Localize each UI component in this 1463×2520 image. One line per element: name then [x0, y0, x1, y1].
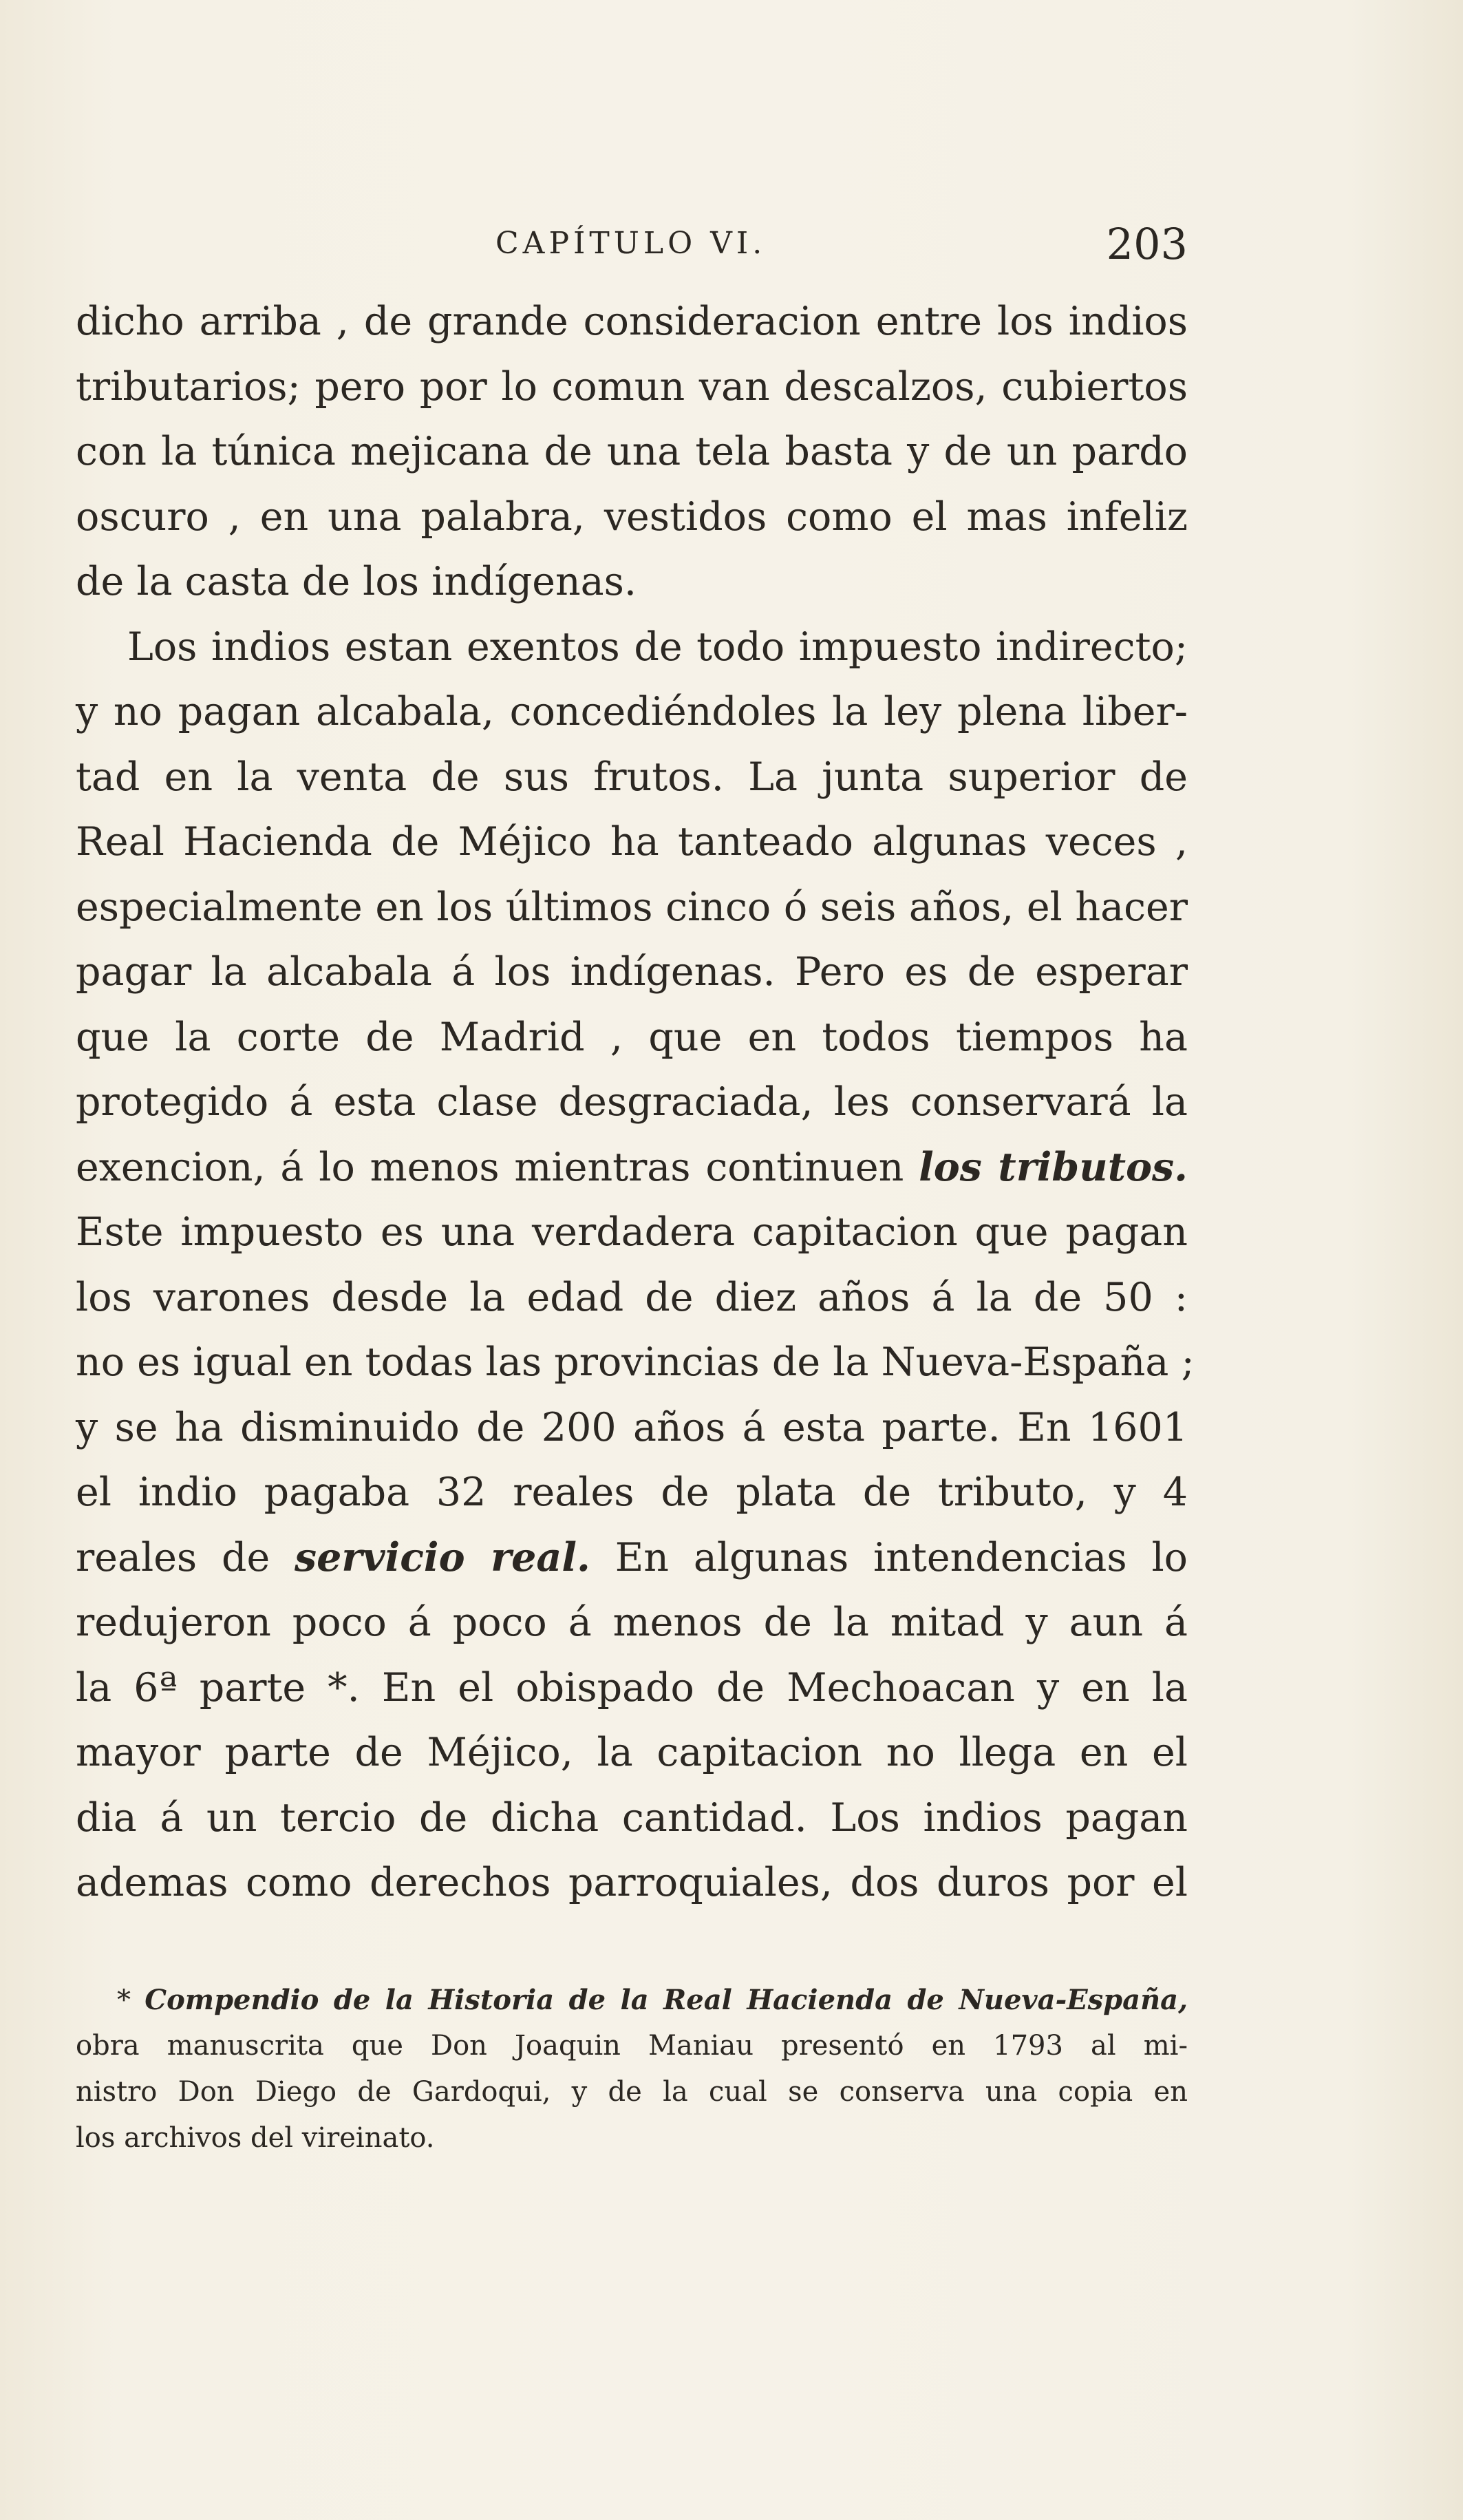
page-header — [76, 219, 1188, 274]
paragraph-start-line: Los indios estan exentos de todo impuesto indirecto; — [127, 624, 1188, 670]
page-number: 203 — [1106, 219, 1188, 269]
text-line: y no pagan alcabala, concediéndoles la ley plena liber- — [76, 689, 1188, 734]
body-text — [76, 289, 1195, 1916]
footnote-marker: * — [117, 1984, 131, 2016]
footnote — [76, 1977, 1188, 2161]
text-line: Real Hacienda de Méjico ha tanteado algunas veces , — [76, 819, 1188, 865]
footnote-line: obra manuscrita que Don Joaquin Maniau presentó en 1793 al mi- — [76, 2030, 1188, 2062]
footnote-title: Compendio de la Historia de la Real Hacienda de Nueva-España, — [145, 1984, 1188, 2016]
text-line: oscuro , en una palabra, vestidos como el mas infeliz — [76, 494, 1188, 540]
text-fragment: exencion, á lo menos mientras continuen — [76, 1144, 919, 1190]
footnote-line: nistro Don Diego de Gardoqui, y de la cual se conserva una copia en — [76, 2076, 1188, 2108]
text-fragment: En algunas intendencias lo — [590, 1534, 1188, 1580]
text-line: el indio pagaba 32 reales de plata de tributo, y 4 — [76, 1470, 1188, 1515]
text-line: especialmente en los últimos cinco ó seis años, el hacer — [76, 884, 1188, 930]
italic-term: servicio real. — [295, 1534, 590, 1580]
text-line: pagar la alcabala á los indígenas. Pero es de esperar — [76, 949, 1188, 995]
footnote-line — [76, 1977, 1188, 2023]
text-line: protegido á esta clase desgraciada, les conservará la — [76, 1079, 1188, 1125]
text-line: ademas como derechos parroquiales, dos duros por el — [76, 1860, 1188, 1905]
text-line: dicho arriba , de grande consideracion entre los indios — [76, 299, 1188, 344]
text-line: Este impuesto es una verdadera capitacion que pagan — [76, 1209, 1188, 1255]
text-line: mayor parte de Méjico, la capitacion no llega en el — [76, 1730, 1188, 1775]
text-line — [76, 1135, 1188, 1200]
text-line: de la casta de los indígenas. — [76, 559, 637, 604]
footnote-line: los archivos del vireinato. — [76, 2122, 435, 2154]
text-line: tributarios; pero por lo comun van descalzos, cubiertos — [76, 363, 1188, 410]
text-line — [76, 1525, 1188, 1591]
text-line: la 6ª parte *. En el obispado de Mechoacan y en la — [76, 1664, 1188, 1711]
text-fragment: reales de — [76, 1534, 295, 1580]
italic-term: los tributos. — [919, 1143, 1188, 1190]
text-line: con la túnica mejicana de una tela basta y de un pardo — [76, 429, 1188, 474]
text-line: no es igual en todas las provincias de la Nueva-España ; — [76, 1340, 1195, 1385]
text-line: dia á un tercio de dicha cantidad. Los indios pagan — [76, 1794, 1188, 1841]
text-line: los varones desde la edad de diez años á la de 50 : — [76, 1274, 1188, 1320]
text-line: tad en la venta de sus frutos. La junta superior de — [76, 754, 1188, 800]
text-line: y se ha disminuido de 200 años á esta parte. En 1601 — [76, 1404, 1188, 1450]
text-line: que la corte de Madrid , que en todos tiempos ha — [76, 1014, 1188, 1060]
text-line: redujeron poco á poco á menos de la mitad y aun á — [76, 1600, 1188, 1645]
running-head: CAPÍTULO VI. — [495, 226, 767, 261]
